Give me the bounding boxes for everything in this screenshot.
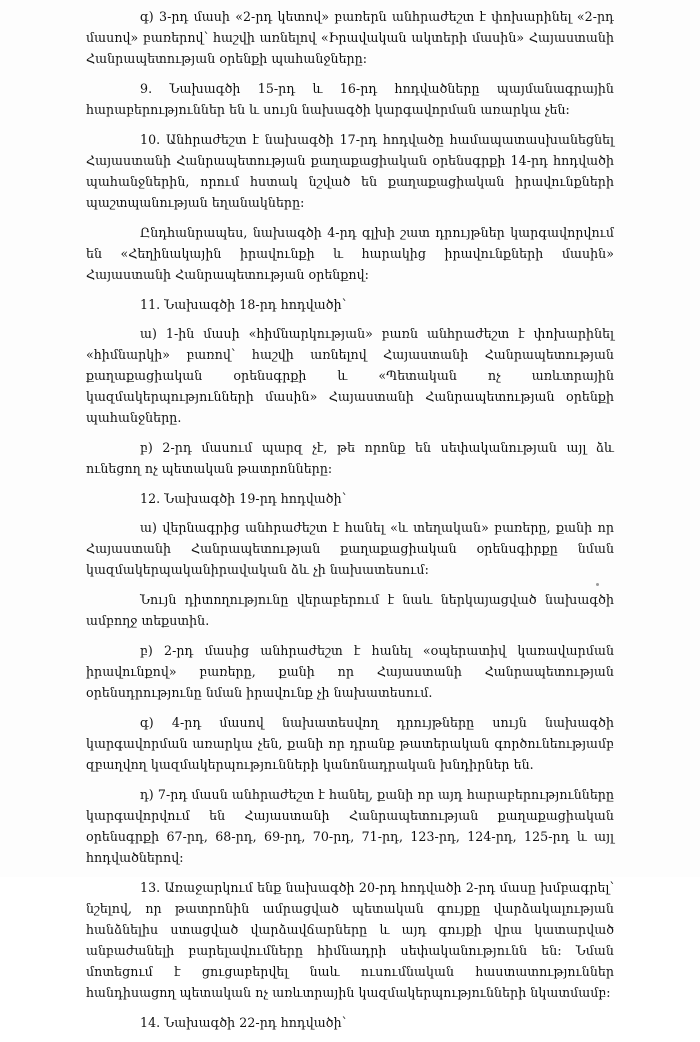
paragraph-8: 12. Նախագծի 19-րդ հոդվածի՝ (140, 491, 347, 506)
paragraph-1: գ) 3-րդ մասի «2-րդ կետով» բառերն անհրաժեշտ է փոխարինել «2-րդ մասով» բառերով՝ հաշվի առնելով «Իրավական ակտերի մասին» Հայաստանի Հանրապետության օրենքի պահանջները: (86, 9, 614, 66)
paragraph-15: 14. Նախագծի 22-րդ հոդվածի՝ (140, 1015, 347, 1030)
paragraph-4: Ընդհանրապես, նախագծի 4-րդ գլխի շատ դրույթներ կարգավորվում են «Հեղինակային իրավունքի և հարակից իրավունքների մասին» Հայաստանի Հանրապետության օրենքով: (86, 225, 614, 282)
paragraph-5: 11. Նախագծի 18-րդ հոդվածի՝ (140, 297, 347, 312)
paragraph-11: բ) 2-րդ մասից անհրաժեշտ է հանել «օպերատիվ կառավարման իրավունքով» բառերը, քանի որ Հայաստանի Հանրապետության օրենսդրությունը նման իրավունք չի նախատեսում. (86, 643, 614, 700)
paragraph-7: բ) 2-րդ մասում պարզ չէ, թե որոնք են սեփականության այլ ձև ունեցող ոչ պետական թատրոնները: (86, 440, 614, 476)
paragraph-9: ա) վերնագրից անհրաժեշտ է հանել «և տեղական» բառերը, քանի որ Հայաստանի Հանրապետության քաղաքացիական օրենսգիրքը նման կազմակերպականիրավական ձև չի նախատեսում: (86, 520, 614, 577)
paragraph-10: Նույն դիտողությունը վերաբերում է նաև ներկայացված նախագծի ամբողջ տեքստին. (86, 592, 614, 628)
paragraph-6: ա) 1-ին մասի «հիմնարկության» բառն անհրաժեշտ է փոխարինել «հիմնարկի» բառով՝ հաշվի առնելով Հայաստանի Հանրապետության քաղաքացիական օրենսգրքի և «Պետական ոչ առևտրային կազմակերպությունների մասին» Հայաստանի Հանրապետության օրենքի պահանջները. (86, 326, 614, 425)
scan-speck (596, 583, 599, 586)
paragraph-12: գ) 4-րդ մասով նախատեսվող դրույթները սույն նախագծի կարգավորման առարկա չեն, քանի որ դրանք թատերական գործունեությամբ զբաղվող կազմակերպությունների կանոնադրական խնդիրներ են. (86, 715, 614, 772)
document-body (86, 6, 614, 1042)
paragraph-3: 10. Անհրաժեշտ է նախագծի 17-րդ հոդվածը համապատասխանեցնել Հայաստանի Հանրապետության քաղաքացիական օրենսգրքի 14-րդ հոդվածի պահանջներին, որում հստակ նշված են քաղաքացիական իրավունքների պաշտպանության եղանակները: (86, 132, 614, 210)
paragraph-13: դ) 7-րդ մասն անհրաժեշտ է հանել, քանի որ այդ հարաբերությունները կարգավորվում են Հայաստանի Հանրապետության քաղաքացիական օրենսգրքի 67-րդ, 68-րդ, 69-րդ, 70-րդ, 71-րդ, 123-րդ, 124-րդ, 125-րդ և այլ հոդվածներով: (86, 787, 614, 865)
paragraph-2: 9. Նախագծի 15-րդ և 16-րդ հոդվածները պայմանագրային հարաբերություններ են և սույն նախագծի կարգավորման առարկա չեն: (86, 81, 614, 117)
paragraph-14: 13. Առաջարկում ենք նախագծի 20-րդ հոդվածի 2-րդ մասը խմբագրել՝ նշելով, որ թատրոնին ամրացված պետական գույքը վարձակալության հանձնելիս ստացված վարձավճարները և այդ գույքի վրա կատարված անբաժանելի բարելավումները հիմնադրի սեփականությունն են: Նման մոտեցում է ցուցաբերվել նաև ուսումնական հաստատություններ հանդիսացող պետական ոչ առևտրային կազմակերպությունների նկատմամբ: (86, 880, 614, 1000)
